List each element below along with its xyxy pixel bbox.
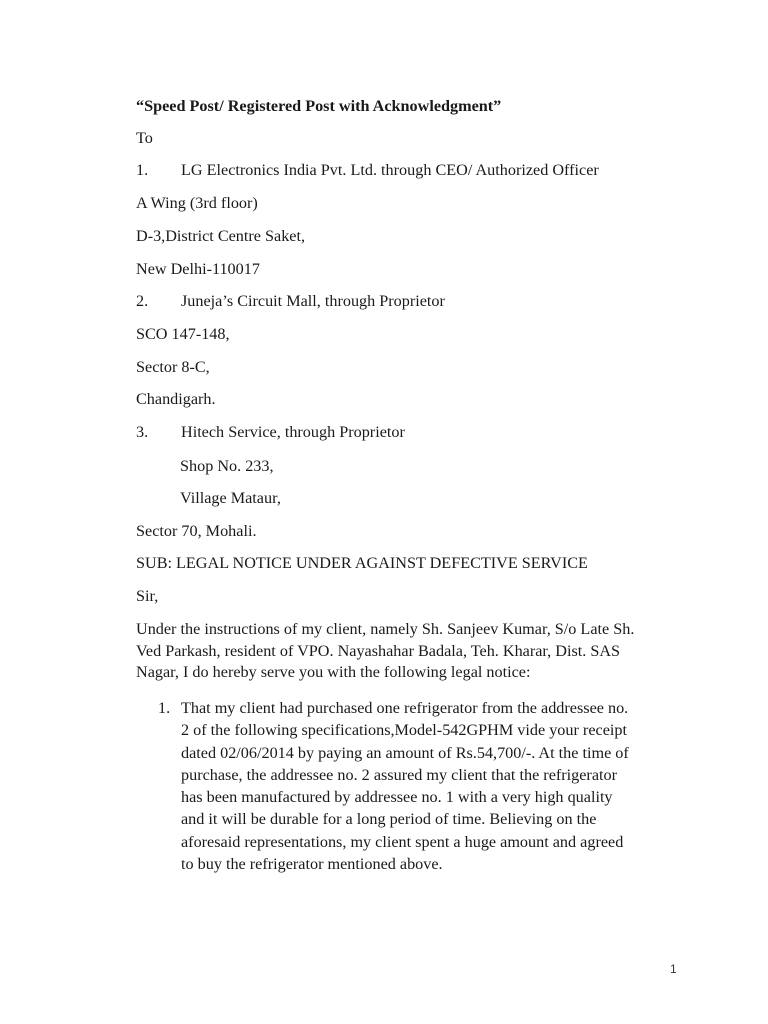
addressee-name: Hitech Service, through Proprietor (181, 423, 405, 441)
intro-paragraph (136, 619, 696, 684)
addressee-name: Juneja’s Circuit Mall, through Proprietor (181, 292, 445, 310)
list-item-line: has been manufactured by addressee no. 1 with a very high quality (181, 788, 613, 807)
addressee-2 (136, 291, 445, 311)
address-line: Chandigarh. (136, 390, 216, 408)
list-item-line: That my client had purchased one refrigerator from the addressee no. (181, 699, 629, 717)
to-label: To (136, 129, 153, 147)
address-line: Sector 8-C, (136, 358, 210, 376)
paragraph-line: Under the instructions of my client, namely Sh. Sanjeev Kumar, S/o Late Sh. (136, 620, 635, 638)
list-item-line: and it will be durable for a long period of time. Believing on the (181, 810, 597, 829)
addressee-number: 2. (136, 292, 149, 310)
addressee-name: LG Electronics India Pvt. Ltd. through CEO/ Authorized Officer (181, 161, 599, 179)
address-line: D-3,District Centre Saket, (136, 227, 306, 245)
list-item-line: 2 of the following specifications,Model-542GPHM vide your receipt (181, 721, 627, 740)
list-item (181, 697, 681, 875)
salutation: Sir, (136, 587, 159, 605)
list-item-line: dated 02/06/2014 by paying an amount of Rs.54,700/-. At the time of (181, 743, 629, 762)
addressee-number: 1. (136, 161, 149, 179)
addressee-number: 3. (136, 423, 149, 441)
page-number: 1 (670, 962, 677, 976)
addressee-3 (136, 422, 405, 442)
addressee-1 (136, 160, 599, 180)
list-item-line: purchase, the addressee no. 2 assured my client that the refrigerator (181, 765, 617, 784)
address-line: A Wing (3rd floor) (136, 194, 258, 212)
document-header: “Speed Post/ Registered Post with Acknowledgment” (136, 97, 502, 115)
address-line: SCO 147-148, (136, 325, 230, 343)
subject-line: SUB: LEGAL NOTICE UNDER AGAINST DEFECTIVE SERVICE (136, 554, 588, 572)
address-line: Village Mataur, (180, 489, 281, 507)
address-line: Sector 70, Mohali. (136, 522, 257, 540)
list-marker: 1. (158, 699, 171, 717)
list-item-line: aforesaid representations, my client spent a huge amount and agreed (181, 832, 624, 851)
address-line: New Delhi-110017 (136, 260, 260, 278)
paragraph-line: Ved Parkash, resident of VPO. Nayashahar Badala, Teh. Kharar, Dist. SAS (136, 641, 621, 660)
list-item-line: to buy the refrigerator mentioned above. (181, 855, 443, 874)
paragraph-line: Nagar, I do hereby serve you with the following legal notice: (136, 663, 531, 681)
address-line: Shop No. 233, (180, 457, 274, 475)
